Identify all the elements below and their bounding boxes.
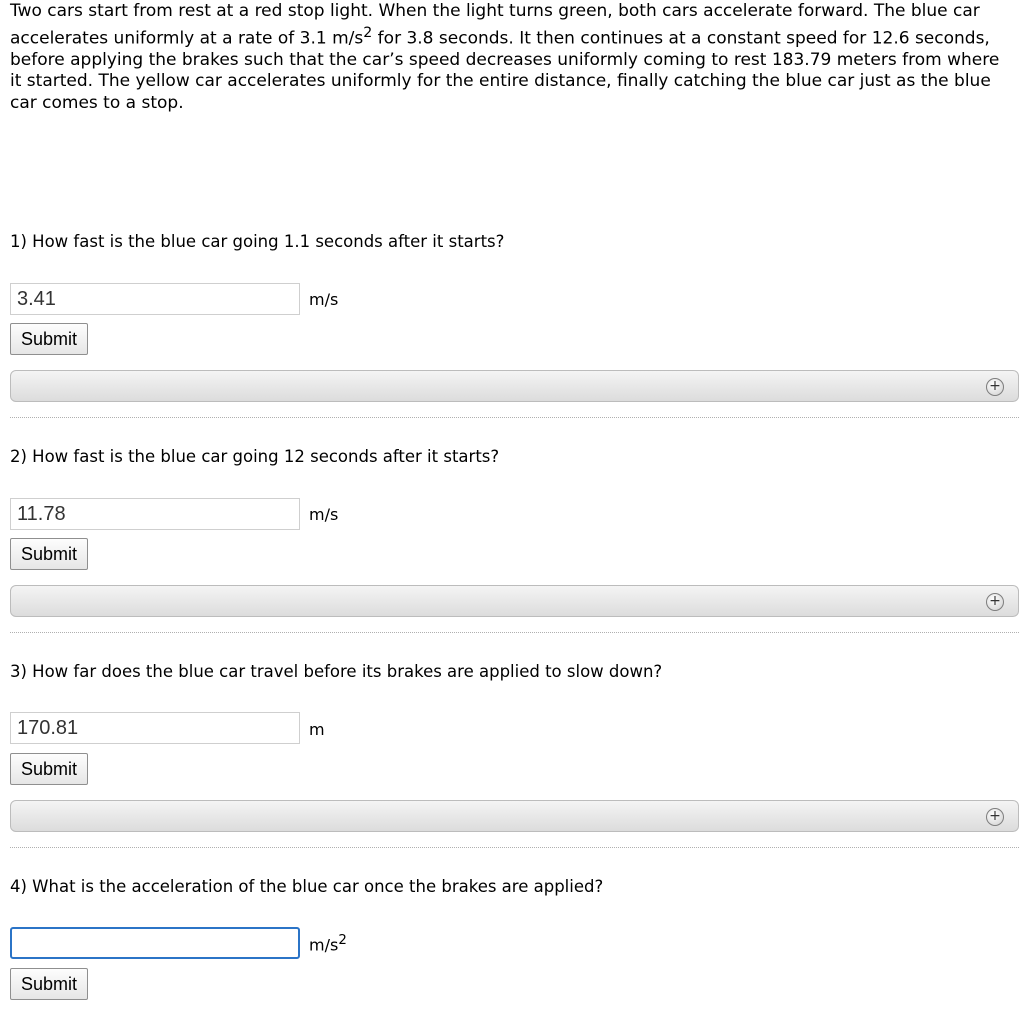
problem-text-superscript: 2	[363, 24, 373, 41]
plus-circle-icon[interactable]: +	[986, 593, 1004, 611]
question-2-unit: m/s	[309, 505, 339, 524]
plus-circle-icon[interactable]: +	[986, 808, 1004, 826]
question-4-unit	[309, 933, 347, 954]
question-1-answer-input[interactable]	[10, 283, 300, 315]
question-divider	[10, 417, 1019, 418]
question-3-answer-input[interactable]	[10, 712, 300, 744]
question-4-answer-input[interactable]	[10, 927, 300, 959]
question-4-text: 4) What is the acceleration of the blue car once the brakes are applied?	[10, 877, 604, 896]
question-3-feedback-bar[interactable]	[10, 800, 1019, 832]
question-3-submit-button[interactable]: Submit	[10, 753, 88, 785]
question-3-unit: m	[309, 720, 325, 739]
question-1-unit: m/s	[309, 290, 339, 309]
question-divider	[10, 632, 1019, 633]
question-1-submit-button[interactable]: Submit	[10, 323, 88, 355]
question-1-feedback-bar[interactable]	[10, 370, 1019, 402]
question-1-text: 1) How fast is the blue car going 1.1 seconds after it starts?	[10, 232, 505, 251]
problem-statement	[10, 1, 1010, 114]
question-2-answer-input[interactable]	[10, 498, 300, 530]
question-3-text: 3) How far does the blue car travel before its brakes are applied to slow down?	[10, 662, 663, 681]
problem-text-part1: Two cars start from rest at a red stop light. When the light turns green, both cars accelerate forward. The blue car accelerates uniformly at a rate of 3.1 m/s	[10, 1, 980, 49]
question-4-unit-superscript: 2	[338, 933, 347, 948]
question-4-submit-button[interactable]: Submit	[10, 968, 88, 1000]
problem-text-part2: for 3.8 seconds. It then continues at a constant speed for 12.6 seconds, before applying the brakes such that the car’s speed decreases uniformly coming to rest 183.79 meters from where it started. The yellow car accelerates uniformly for the entire distance, finally catching the blue car just as the blue car comes to a stop.	[10, 28, 1000, 113]
plus-circle-icon[interactable]: +	[986, 378, 1004, 396]
question-divider	[10, 847, 1019, 848]
question-2-text: 2) How fast is the blue car going 12 seconds after it starts?	[10, 447, 500, 466]
question-2-submit-button[interactable]: Submit	[10, 538, 88, 570]
question-4-unit-base: m/s	[309, 935, 339, 955]
question-2-feedback-bar[interactable]	[10, 585, 1019, 617]
